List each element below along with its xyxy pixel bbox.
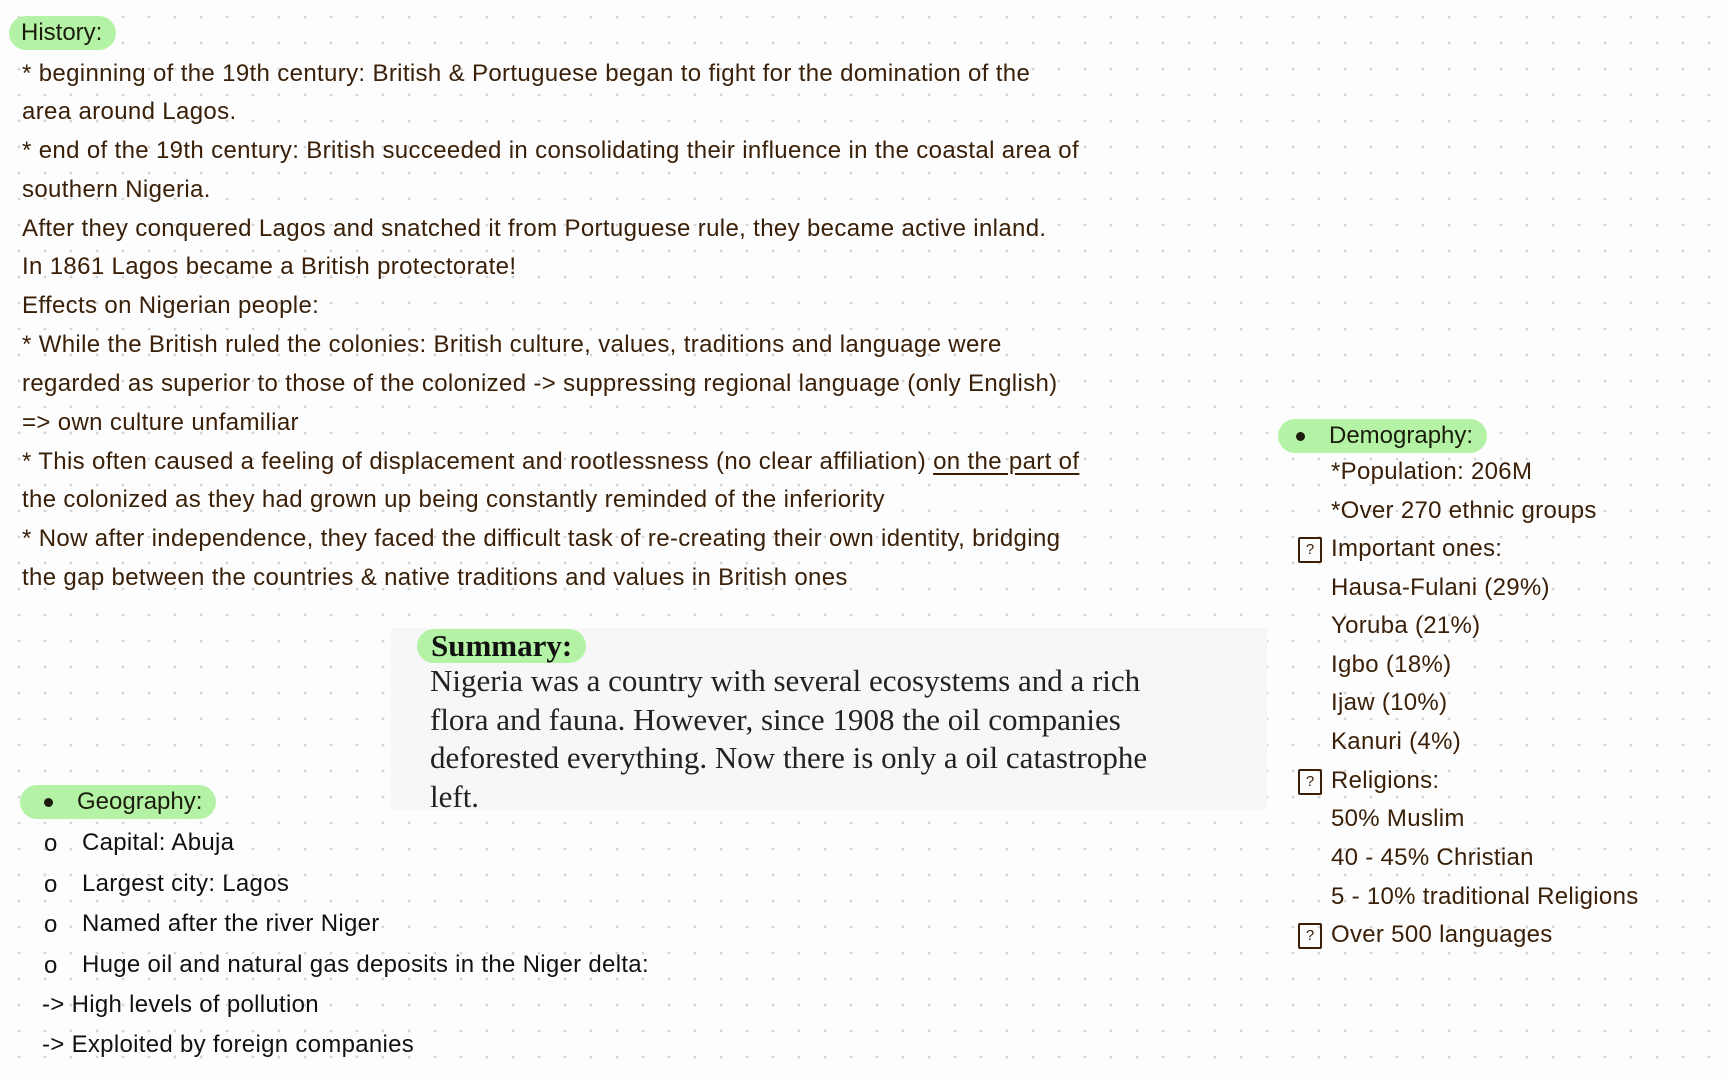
geography-heading-text: Geography: [77, 788, 203, 815]
history-line-text: * This often caused a feeling of displacement and rootlessness (no clear affiliation) [22, 448, 934, 475]
history-heading: History: [9, 16, 116, 50]
summary-line: left. [430, 779, 480, 814]
demography-line: 5 - 10% traditional Religions [1331, 883, 1639, 910]
question-box-icon: ? [1298, 923, 1322, 949]
demography-line: Igbo (18%) [1331, 651, 1452, 678]
summary-line: Nigeria was a country with several ecosystems and a rich [430, 663, 1141, 698]
history-line: * beginning of the 19th century: British & Portuguese began to fight for the domination of the [22, 60, 1031, 87]
geography-heading [20, 785, 216, 819]
demography-line: 50% Muslim [1331, 805, 1465, 832]
demography-line: *Population: 206M [1331, 458, 1533, 485]
geo-marker: o [44, 871, 58, 898]
history-line: => own culture unfamiliar [22, 409, 299, 436]
underlined-text: on the part of [933, 448, 1080, 475]
demography-line: Ijaw (10%) [1331, 689, 1448, 716]
history-line: regarded as superior to those of the colonized -> suppressing regional language (only English) [22, 370, 1058, 397]
demography-line: Hausa-Fulani (29%) [1331, 574, 1550, 601]
history-line [22, 447, 1079, 477]
bullet-icon [44, 798, 53, 807]
demography-line: Religions: [1331, 767, 1440, 794]
geo-subitem: -> High levels of pollution [42, 991, 319, 1018]
demography-heading-text: Demography: [1329, 422, 1474, 449]
demography-heading [1278, 419, 1487, 453]
summary-line: flora and fauna. However, since 1908 the oil companies [430, 702, 1121, 737]
question-box-icon: ? [1298, 769, 1322, 795]
history-line: * end of the 19th century: British succeeded in consolidating their influence in the coastal area of [22, 137, 1079, 164]
geo-item: Largest city: Lagos [82, 870, 290, 897]
demography-line: Over 500 languages [1331, 921, 1553, 948]
history-line: * Now after independence, they faced the difficult task of re-creating their own identity, bridging [22, 525, 1061, 552]
geo-item: Huge oil and natural gas deposits in the Niger delta: [82, 951, 649, 978]
history-line: the gap between the countries & native traditions and values in British ones [22, 564, 848, 591]
summary-line: deforested everything. Now there is only a oil catastrophe [430, 740, 1148, 775]
geo-subitem: -> Exploited by foreign companies [42, 1031, 415, 1058]
demography-line: Yoruba (21%) [1331, 612, 1481, 639]
geo-marker: o [44, 911, 58, 938]
history-line: area around Lagos. [22, 98, 237, 125]
history-line: After they conquered Lagos and snatched it from Portuguese rule, they became active inland. [22, 215, 1047, 242]
demography-line: *Over 270 ethnic groups [1331, 497, 1597, 524]
demography-line: Kanuri (4%) [1331, 728, 1462, 755]
history-line: Effects on Nigerian people: [22, 292, 320, 319]
bullet-icon [1296, 432, 1305, 441]
history-line: the colonized as they had grown up being constantly reminded of the inferiority [22, 486, 885, 513]
history-line: southern Nigeria. [22, 176, 211, 203]
geo-marker: o [44, 952, 58, 979]
summary-heading: Summary: [417, 629, 586, 663]
history-line: In 1861 Lagos became a British protectorate! [22, 253, 517, 280]
geo-marker: o [44, 830, 58, 857]
demography-line: 40 - 45% Christian [1331, 844, 1534, 871]
geo-item: Capital: Abuja [82, 829, 235, 856]
demography-line: Important ones: [1331, 535, 1503, 562]
question-box-icon: ? [1298, 537, 1322, 563]
geo-item: Named after the river Niger [82, 910, 380, 937]
history-line: * While the British ruled the colonies: British culture, values, traditions and language were [22, 331, 1002, 358]
